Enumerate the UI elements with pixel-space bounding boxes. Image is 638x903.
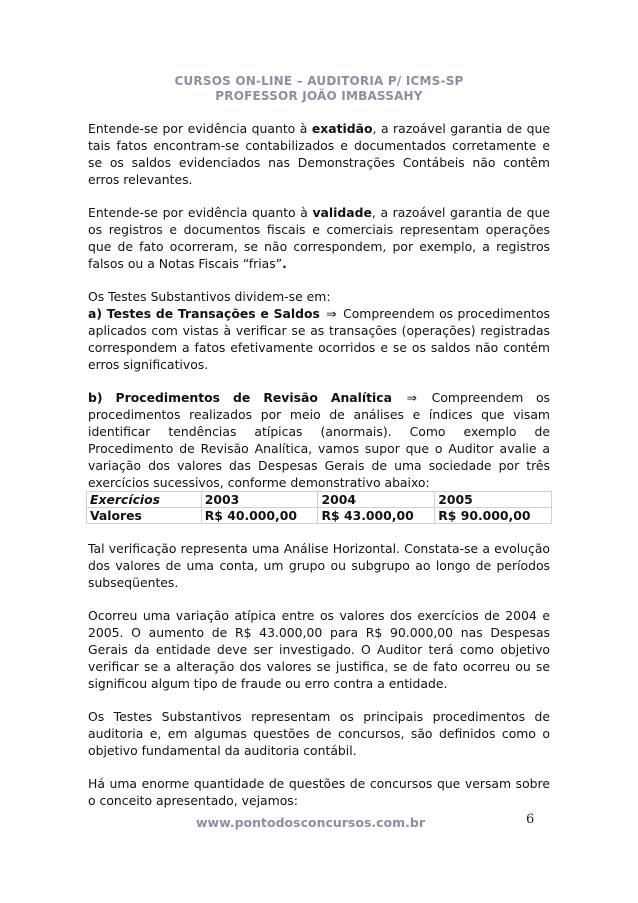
paragraph-testes-substantivos: Os Testes Substantivos representam os principais procedimentos de auditoria e, em algumas questões de concursos, são definidos como o objetivo fundamental da auditoria contábil. [88,709,550,758]
footer-url: www.pontodosconcursos.com.br [196,815,426,830]
term-revisao-analitica: b) Procedimentos de Revisão Analítica [88,390,393,405]
table-cell: Valores [87,508,202,524]
paragraph-analise-horizontal: Tal verificação representa uma Análise Horizontal. Constata-se a evolução dos valores de uma conta, um grupo ou subgrupo ao longo de períodos subseqüentes. [88,541,550,590]
paragraph-validade: Entende-se por evidência quanto à validade, a razoável garantia de que os registros e documentos fiscais e comerciais representam operações que de fato ocorreram, se não correspondem, por exemplo, a registros falsos ou a Notas Fiscais “frias”. [88,205,550,271]
implies-arrow-icon: ⇒ [326,306,337,321]
term-exatidao: exatidão [311,121,373,136]
document-body [88,120,550,825]
table-cell: R$ 43.000,00 [318,508,435,524]
paragraph-questoes: Há uma enorme quantidade de questões de concursos que versam sobre o conceito apresentado, vejamos: [88,776,550,808]
header-course-title: CURSOS ON-LINE – AUDITORIA P/ ICMS-SP [174,74,464,88]
testes-intro: Os Testes Substantivos dividem-se em: [88,289,331,304]
table-cell: R$ 40.000,00 [201,508,318,524]
paragraph-exatidao: Entende-se por evidência quanto à exatidão, a razoável garantia de que tais fatos encontram-se contabilizados e documentados corretamente e se os saldos evidenciados nas Demonstrações Contábeis não contêm erros relevantes. [88,121,550,187]
term-validade: validade [312,205,372,220]
table-cell: 2005 [435,492,552,508]
table-cell: Exercícios [87,492,202,508]
table-row [87,508,552,524]
table-row [87,492,552,508]
paragraph-testes-transacoes: Os Testes Substantivos dividem-se em: a) Testes de Transações e Saldos ⇒ Compreendem os procedimentos aplicados com vistas à verificar se as transações (operações) registradas correspondem a fatos efetivamente ocorridos e se os saldos não contém erros significativos. [88,289,550,372]
page-number: 6 [526,812,535,827]
implies-arrow-icon: ⇒ [406,390,418,405]
table-cell: 2004 [318,492,435,508]
term-testes-transacoes: a) Testes de Transações e Saldos [88,306,320,321]
despesas-table [86,491,552,524]
paragraph-variacao-atipica: Ocorreu uma variação atípica entre os valores dos exercícios de 2004 e 2005. O aumento de R$ 43.000,00 para R$ 90.000,00 nas Despesas Gerais da entidade deve ser investigado. O Auditor terá como objetivo verificar se a alteração dos valores se justifica, se de fato ocorreu ou se significou algum tipo de fraude ou erro contra a entidade. [88,608,550,691]
paragraph-revisao-analitica: b) Procedimentos de Revisão Analítica ⇒ Compreendem os procedimentos realizados por meio de análises e índices que visam identificar tendências atípicas (anormais). Como exemplo de Procedimento de Revisão Analítica, vamos supor que o Auditor avalie a variação dos valores das Despesas Gerais de uma sociedade por três exercícios sucessivos, conforme demonstrativo abaixo: [88,390,550,490]
table-cell: R$ 90.000,00 [435,508,552,524]
page-header [0,74,638,104]
header-professor: PROFESSOR JOÃO IMBASSAHY [215,89,423,103]
table-cell: 2003 [201,492,318,508]
